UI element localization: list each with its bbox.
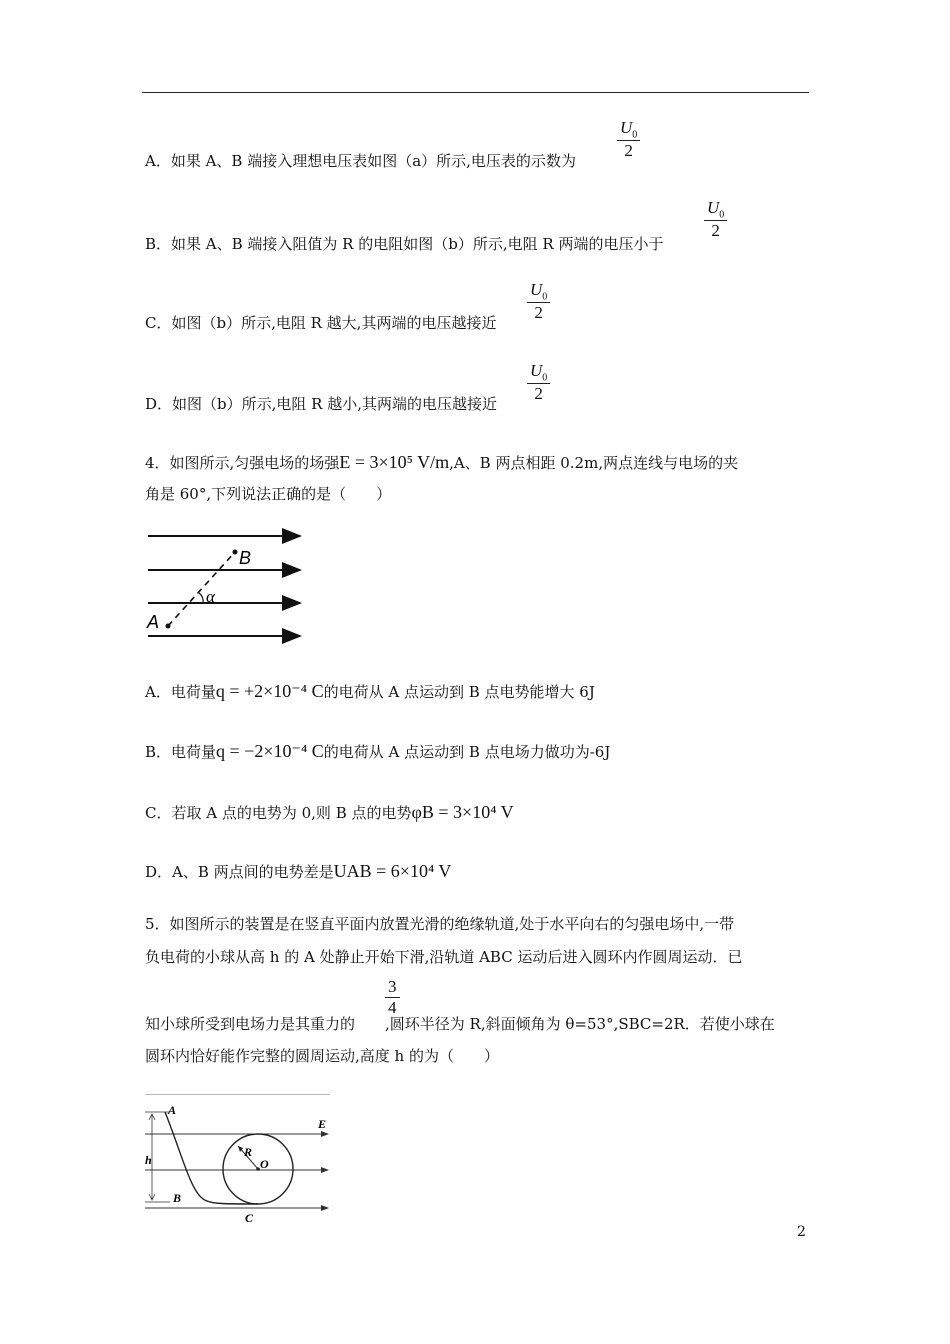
angle-arc bbox=[199, 593, 203, 603]
q4-option-c: C．若取 A 点的电势为 0,则 B 点的电势φB = 3×10⁴ V bbox=[145, 802, 514, 822]
q4-option-d: D．A、B 两点间的电势差是UAB = 6×10⁴ V bbox=[145, 861, 452, 881]
q3-option-c: C．如图（b）所示,电阻 R 越大,其两端的电压越接近 bbox=[145, 314, 497, 332]
label-a: A bbox=[168, 1103, 177, 1117]
q3-option-a: A．如果 A、B 端接入理想电压表如图（a）所示,电压表的示数为 bbox=[145, 152, 576, 170]
q4-stem-line2: 角是 60°,下列说法正确的是（ ） bbox=[145, 485, 392, 503]
point-b bbox=[233, 550, 238, 555]
page-number: 2 bbox=[797, 1224, 806, 1240]
q5-track-diagram bbox=[140, 1094, 340, 1229]
header-rule bbox=[142, 92, 809, 93]
point-a bbox=[166, 624, 171, 629]
label-r: R bbox=[244, 1145, 253, 1159]
q3-option-d: D．如图（b）所示,电阻 R 越小,其两端的电压越接近 bbox=[145, 395, 497, 413]
label-alpha: α bbox=[206, 587, 215, 606]
label-o: O bbox=[260, 1157, 269, 1171]
q5-fraction: $\frac{3}{4}$ bbox=[385, 977, 400, 1018]
q3-option-d-fraction: $\frac{U_0}{2}$ bbox=[527, 361, 550, 404]
q5-line2: 负电荷的小球从高 h 的 A 处静止开始下滑,沿轨道 ABC 运动后进入圆环内作圆周运动．已 bbox=[145, 948, 743, 966]
q4-option-a: A．电荷量q = +2×10⁻⁴ C的电荷从 A 点运动到 B 点电势能增大 6J bbox=[145, 681, 595, 701]
q4-stem-line1: 4．如图所示,匀强电场的场强E = 3×10⁵ V/m,A、B 两点相距 0.2m,两点连线与电场的夹 bbox=[145, 452, 739, 472]
q4-option-b: B．电荷量q = −2×10⁻⁴ C的电荷从 A 点运动到 B 点电场力做功为-6J bbox=[145, 741, 611, 761]
label-c: C bbox=[245, 1211, 254, 1225]
q5-line1: 5．如图所示的装置是在竖直平面内放置光滑的绝缘轨道,处于水平向右的匀强电场中,一带 bbox=[145, 915, 735, 933]
label-h: h bbox=[145, 1153, 152, 1167]
label-a: A bbox=[147, 612, 160, 632]
q5-line3: 知小球所受到电场力是其重力的 ,圆环半径为 R,斜面倾角为 θ=53°,SBC=2R．若使小球在 bbox=[145, 1015, 775, 1033]
label-b: B bbox=[239, 548, 252, 568]
q5-line4: 圆环内恰好能作完整的圆周运动,高度 h 的为（ ） bbox=[145, 1047, 499, 1065]
q3-option-b-fraction: $\frac{U_0}{2}$ bbox=[704, 198, 727, 241]
label-e: E bbox=[318, 1117, 327, 1131]
label-b: B bbox=[173, 1191, 182, 1205]
ab-dashed-line bbox=[168, 552, 235, 626]
q3-option-c-fraction: $\frac{U_0}{2}$ bbox=[527, 280, 550, 323]
q3-option-a-fraction: $\frac{U_0}{2}$ bbox=[617, 118, 640, 161]
q4-field-diagram bbox=[143, 522, 308, 647]
q3-option-b: B．如果 A、B 端接入阻值为 R 的电阻如图（b）所示,电阻 R 两端的电压小于 bbox=[145, 235, 664, 253]
